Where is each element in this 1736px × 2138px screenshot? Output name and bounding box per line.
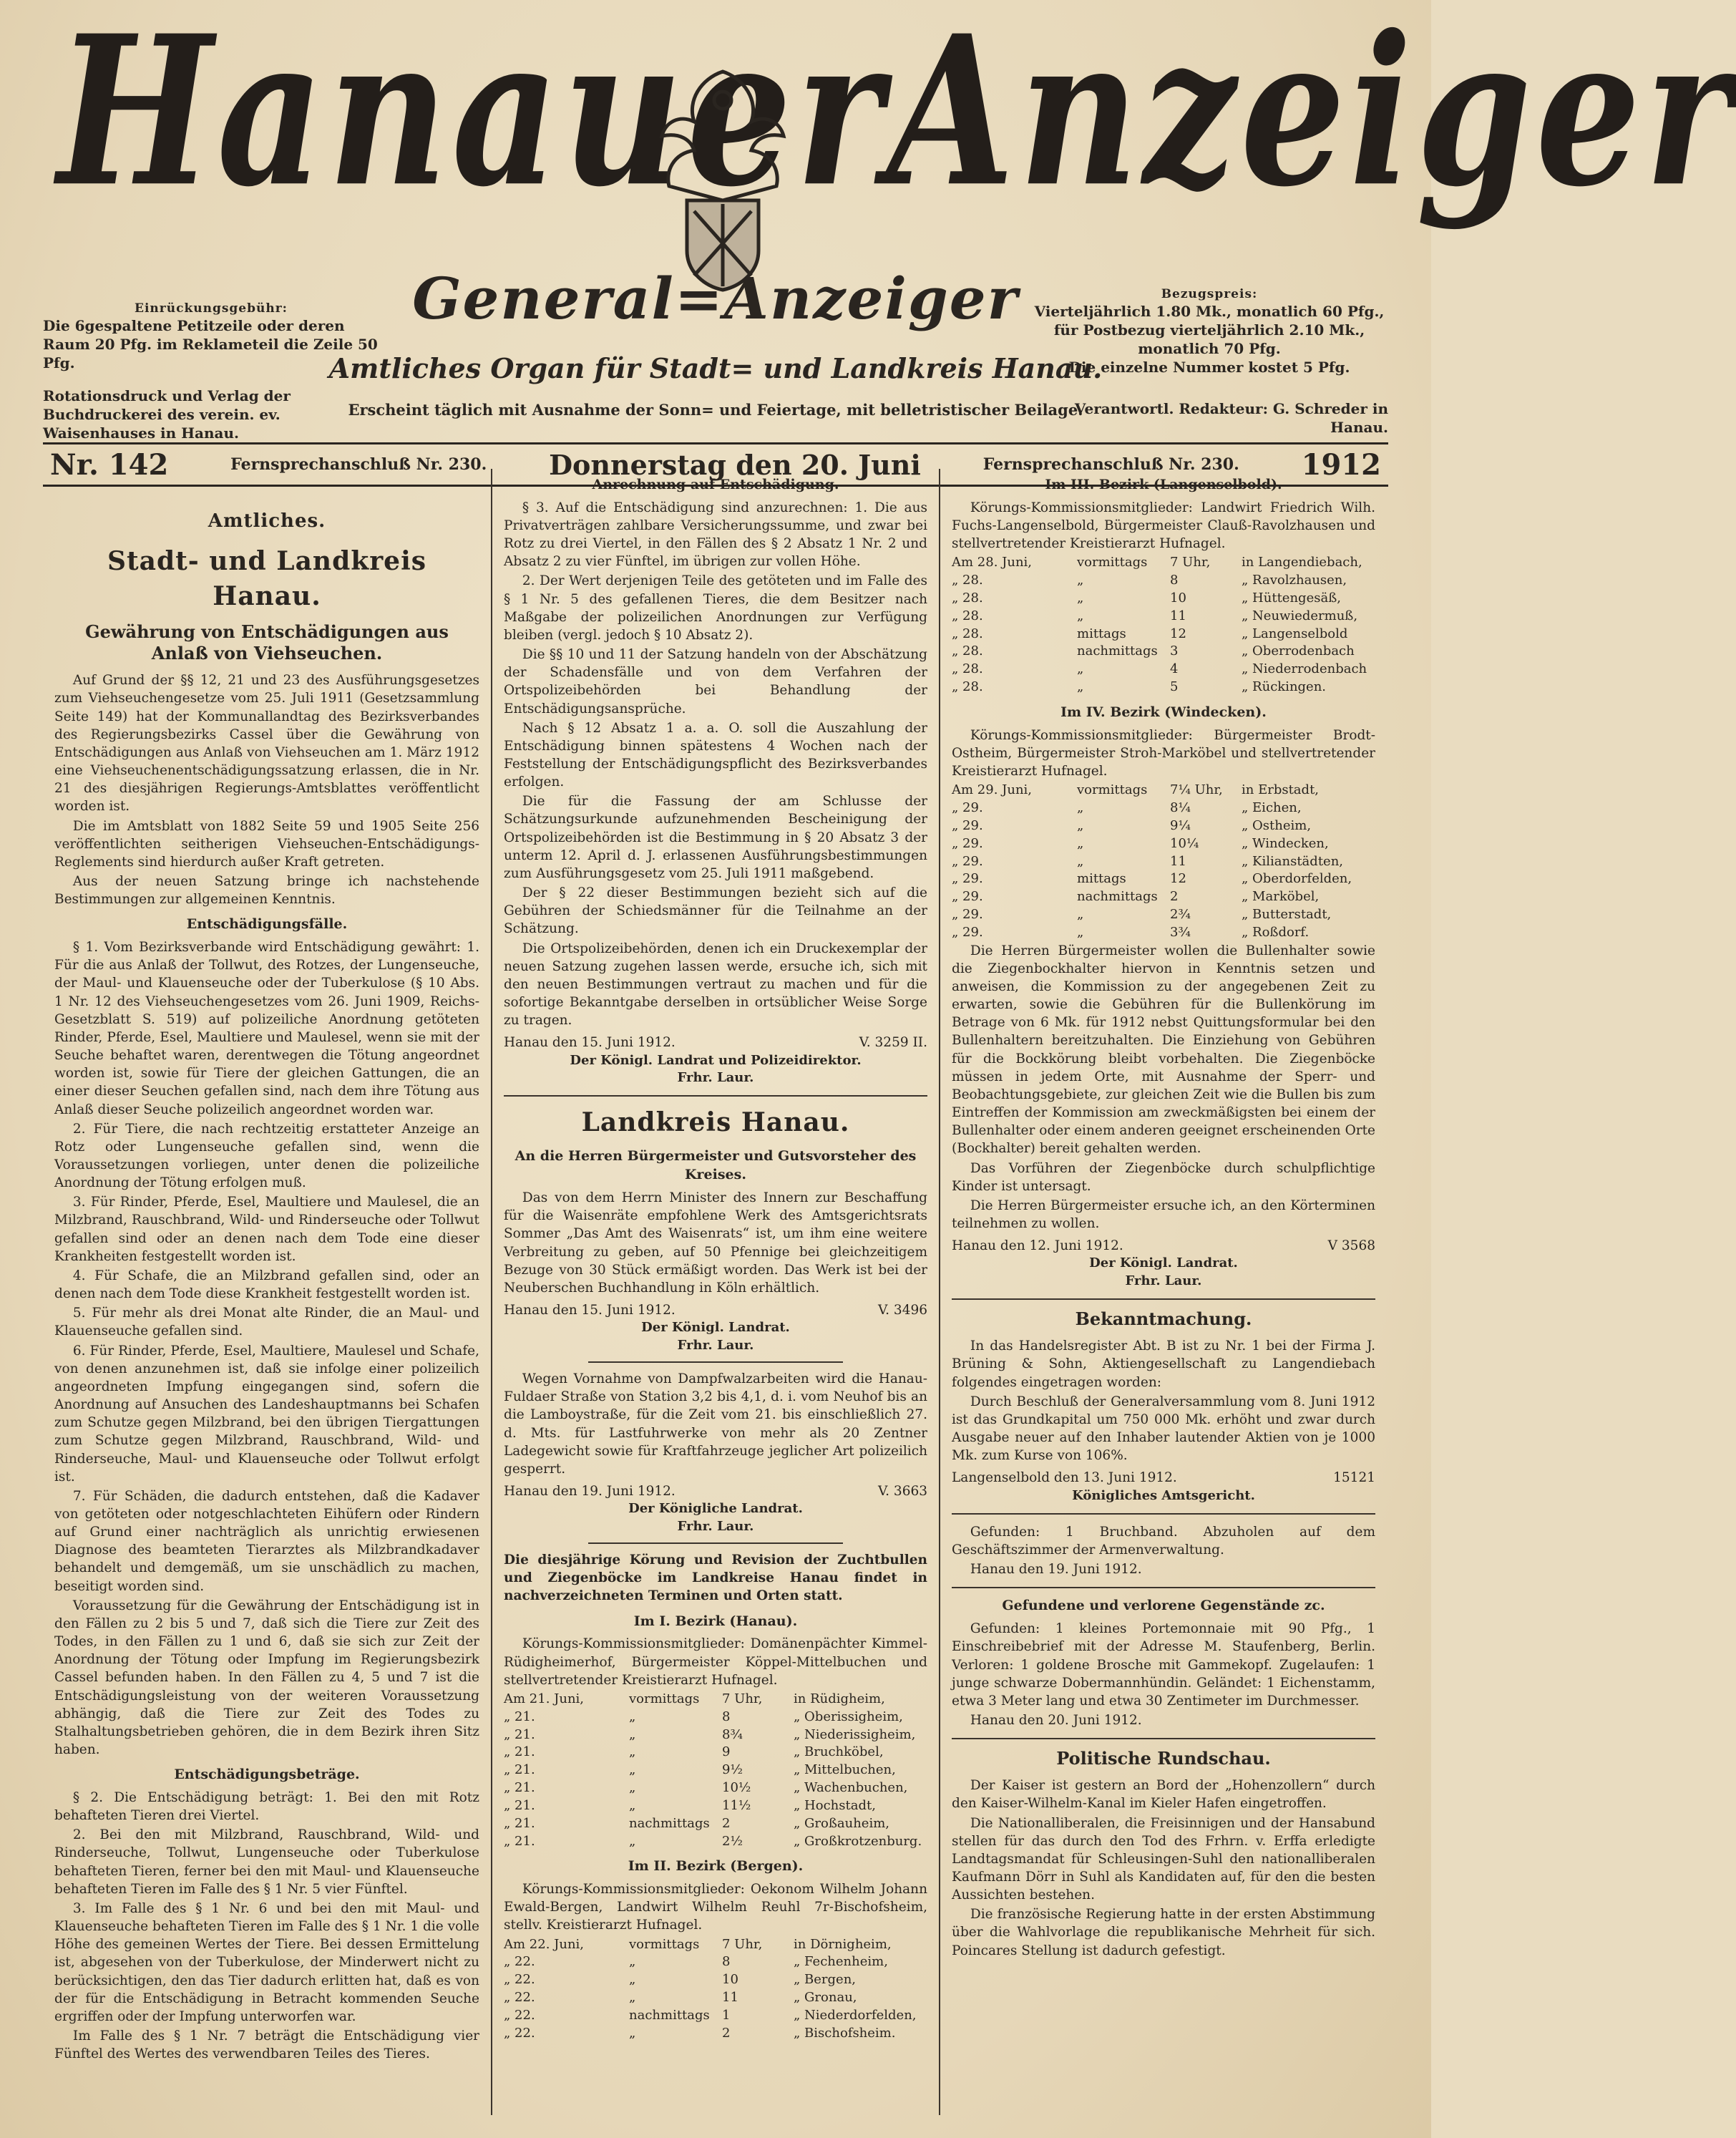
schedule-cell-a: „ 21. — [504, 1762, 535, 1778]
schedule-row — [504, 1726, 927, 1744]
sig-office: Königliches Amtsgericht. — [1072, 1487, 1255, 1503]
schedule-bezirk-3 — [952, 554, 1375, 696]
sig-date: Hanau den 15. Juni 1912. — [504, 1303, 676, 1318]
schedule-cell-d: 3¾ — [1170, 924, 1191, 940]
divider — [504, 1095, 927, 1097]
schedule-cell-a: „ 21. — [504, 1815, 535, 1831]
bezirk-heading: Im III. Bezirk (Langenselbold). — [1045, 477, 1282, 492]
schedule-cell-d: 12 — [1170, 871, 1186, 887]
sig-office: Der Königl. Landrat. — [641, 1320, 790, 1336]
issue-number: Nr. 142 — [50, 447, 169, 482]
schedule-cell-a: „ 28. — [952, 608, 983, 623]
koerung-intro: Die diesjährige Körung und Revision der Zuchtbullen und Ziegenböcke im Landkreise Hanau findet in nachverzeichneten Terminen und Orten statt. — [504, 1553, 927, 1604]
paragraph: Die Nationalliberalen, die Freisinnigen und der Hansabund stellen für das durch den Tod des Frhrn. v. Erffa erledigte Landtagsmandat für Schleusingen-Suhl den nationalliberalen Kaufmann Dörr in Suhl als Kandidaten auf, für den die besten Aussichten bestehen. — [952, 1815, 1375, 1903]
schedule-row — [504, 1691, 927, 1709]
schedule-cell-d: 10 — [1170, 590, 1186, 606]
signature-date-line — [504, 1482, 927, 1500]
paragraph: Die §§ 10 und 11 der Satzung handeln von der Abschätzung der Schadensfälle und von dem Verfahren der Ortspolizeibehörden bei Behandlung der Entschädigungsansprüche. — [504, 647, 927, 716]
paragraph: 7. Für Schäden, die dadurch entstehen, daß die Kadaver von getöteten oder notgeschlachteten Eihüfern oder Rindern auf Grund einer nachträglich als unrichtig erwiesenen Diagnose des beamteten Tierarztes als Milzbrandkadaver behandelt und demgemäß, um sie unschädlich zu machen, beseitigt worden sind. — [54, 1488, 479, 1594]
title-right: Anzeiger — [887, 0, 1736, 233]
sig-number: 15121 — [1333, 1470, 1375, 1486]
schedule-cell-e: „ Neuwiedermuß, — [1242, 608, 1358, 623]
schedule-cell-a: „ 22. — [504, 1990, 535, 2006]
schedule-cell-e: „ Marköbel, — [1242, 889, 1320, 905]
schedule-cell-d: 2½ — [722, 1833, 743, 1849]
issue-year: 1912 — [1301, 447, 1381, 482]
schedule-cell-b: „ — [629, 1762, 636, 1778]
article-columns — [43, 469, 1388, 2115]
paragraph: Körungs-Kommissionsmitglieder: Bürgermeister Brodt-Ostheim, Bürgermeister Stroh-Marköbel und stellvertretender Kreistierarzt Hufnagel. — [952, 727, 1375, 779]
schedule-row — [504, 1971, 927, 1989]
divider — [952, 1513, 1375, 1515]
schedule-cell-e: „ Bergen, — [794, 1972, 857, 1988]
sig-name: Frhr. Laur. — [1125, 1273, 1202, 1288]
schedule-cell-b: nachmittags — [1077, 643, 1158, 659]
schedule-cell-b: „ — [1077, 573, 1084, 588]
schedule-row — [504, 2025, 927, 2043]
paragraph: Wegen Vornahme von Dampfwalzarbeiten wird die Hanau-Fuldaer Straße von Station 3,2 bis 4,1, d. i. vom Neuhof bis an die Lamboystraße, für die Zeit vom 21. bis einschließlich 27. d. Mts. für Lastfuhrwerke von mehr als 20 Zentner Ladegewicht sowie für Kraftfahrzeuge jeglicher Art polizeilich gesperrt. — [504, 1371, 927, 1477]
schedule-cell-d: 5 — [1170, 679, 1179, 695]
schedule-cell-a: „ 22. — [504, 2025, 535, 2041]
sig-number: V. 3496 — [878, 1303, 927, 1318]
paragraph: Im Falle des § 1 Nr. 7 beträgt die Entschädigung vier Fünftel des Wertes des verwendbaren Teiles des Tieres. — [54, 2028, 479, 2062]
schedule-cell-a: „ 21. — [504, 1797, 535, 1813]
schedule-cell-e: „ Mittelbuchen, — [794, 1762, 896, 1778]
schedule-bezirk-2 — [504, 1936, 927, 2043]
heading-gefunden: Gefundene und verlorene Gegenstände zc. — [1002, 1598, 1325, 1614]
paragraph: Die für die Fassung der am Schlusse der Schätzungsurkunde aufzunehmenden Bescheinigung der Ortspolizeibehörden ist die Bestimmung in § 20 Absatz 3 der unterm 12. April d. J. erlassenen Ausführungsbestimmungen zum Ausführungsgesetz vom 25. Juli 1911 maßgebend. — [504, 794, 927, 881]
schedule-row — [504, 1815, 927, 1833]
schedule-cell-a: „ 28. — [952, 573, 983, 588]
schedule-cell-e: „ Eichen, — [1242, 800, 1302, 816]
paragraph: Der § 22 dieser Bestimmungen bezieht sich auf die Gebühren der Schiedsmänner für die Teilnahme an der Schätzung. — [504, 885, 927, 937]
paragraph: Nach § 12 Absatz 1 a. a. O. soll die Auszahlung der Entschädigung binnen spätestens 4 Wochen nach der Feststellung der Entschädigungspflicht des Bezirksverbandes erfolgen. — [504, 720, 927, 790]
title-left: Hanauer — [57, 0, 887, 233]
schedule-cell-b: „ — [1077, 679, 1084, 695]
signature-date-line — [952, 1469, 1375, 1487]
schedule-row — [952, 590, 1375, 608]
schedule-cell-b: mittags — [1077, 871, 1126, 887]
schedule-cell-d: 8¾ — [722, 1726, 743, 1742]
schedule-cell-e: „ Wachenbuchen, — [794, 1780, 908, 1796]
schedule-cell-a: „ 22. — [504, 1954, 535, 1970]
schedule-cell-b: „ — [629, 1726, 636, 1742]
schedule-cell-d: 2 — [1170, 889, 1179, 905]
column-1 — [43, 469, 491, 2115]
bezug-box — [1030, 286, 1388, 376]
column-3 — [939, 469, 1387, 2115]
schedule-cell-d: 9½ — [722, 1762, 743, 1778]
schedule-cell-a: „ 29. — [952, 800, 983, 816]
phone-left: Fernsprechanschluß Nr. 230. — [230, 455, 487, 474]
schedule-cell-a: „ 28. — [952, 679, 983, 695]
schedule-row — [952, 782, 1375, 800]
schedule-row — [952, 661, 1375, 679]
schedule-cell-d: 7 Uhr, — [722, 1691, 763, 1706]
paragraph: Die im Amtsblatt von 1882 Seite 59 und 1905 Seite 256 veröffentlichten seitherigen Viehseuchen-Entschädigungs-Reglements sind hierdurch außer Kraft getreten. — [54, 818, 479, 870]
einrueckung-text: Die 6gespaltene Petitzeile oder deren Raum 20 Pfg. im Reklameteil die Zeile 50 Pfg. — [43, 317, 378, 372]
schedule-row — [504, 1779, 927, 1797]
sig-name: Frhr. Laur. — [677, 1069, 754, 1085]
paragraph: In das Handelsregister Abt. B ist zu Nr. 1 bei der Firma J. Brüning & Sohn, Aktiengesellschaft zu Langendiebach folgendes eingetragen worden: — [952, 1338, 1375, 1390]
schedule-cell-a: „ 29. — [952, 907, 983, 923]
schedule-cell-d: 1 — [722, 2007, 731, 2023]
schedule-cell-e: „ Oberrodenbach — [1242, 643, 1355, 659]
einrueckung-box — [43, 301, 379, 372]
schedule-row — [504, 1936, 927, 1954]
sig-office: Der Königl. Landrat. — [1089, 1255, 1238, 1271]
schedule-cell-e: „ Hochstadt, — [794, 1797, 876, 1813]
schedule-cell-a: „ 29. — [952, 817, 983, 833]
schedule-cell-e: „ Ostheim, — [1242, 817, 1312, 833]
schedule-cell-e: „ Langenselbold — [1242, 626, 1348, 641]
schedule-cell-e: „ Oberissigheim, — [794, 1709, 903, 1724]
paragraph: Die Herren Bürgermeister wollen die Bullenhalter sowie die Ziegenbockhalter hiervon in Kenntnis setzen und anweisen, die Kommission zu der angegebenen Zeit zu erwarten, sowie die Gebühren für die Bullenkörung im Betrage von 6 Mk. für 1912 nebst Quittungsformular bei den Bullenhaltern bereitzuhalten. Die Einziehung von Gebühren für die Bockkörung bleibt vorbehalten. Die Ziegenböcke müssen in jedem Orte, mit Ausnahme der Sperr- und Beobachtungsgebiete, zur gleichen Zeit wie die Bullen bis zum Eintreffen der Kommission am zweckmäßigsten bei einem der Bullenhalter oder einem anderen geeignet erscheinenden Orte (Bockhalter) bereit gehalten werden. — [952, 943, 1375, 1157]
schedule-cell-d: 11 — [1170, 853, 1186, 869]
schedule-cell-d: 7¼ Uhr, — [1170, 782, 1223, 798]
schedule-row — [504, 1989, 927, 2007]
schedule-cell-e: in Erbstadt, — [1242, 782, 1320, 798]
signature-date-line — [504, 1301, 927, 1319]
masthead — [43, 0, 1736, 482]
schedule-cell-e: „ Fechenheim, — [794, 1954, 888, 1970]
schedule-cell-d: 9¼ — [1170, 817, 1191, 833]
signature-date-line — [504, 1034, 927, 1051]
schedule-cell-a: „ 29. — [952, 924, 983, 940]
subheading-anrechnung: Anrechnung auf Entschädigung. — [592, 477, 839, 492]
schedule-cell-b: „ — [1077, 608, 1084, 623]
schedule-bezirk-1 — [504, 1691, 927, 1850]
paragraph: Durch Beschluß der Generalversammlung vom 8. Juni 1912 ist das Grundkapital um 750 000 Mk. erhöht und zwar durch Ausgabe neuer auf den Inhaber lautender Aktien von je 1000 Mk. zum Kurse von 106%. — [952, 1394, 1375, 1464]
schedule-cell-d: 3 — [1170, 643, 1179, 659]
schedule-cell-b: vormittags — [629, 1936, 700, 1952]
schedule-cell-b: „ — [629, 1797, 636, 1813]
schedule-cell-e: „ Rückingen. — [1242, 679, 1327, 695]
schedule-cell-a: „ 29. — [952, 835, 983, 851]
schedule-cell-a: Am 22. Juni, — [504, 1936, 585, 1952]
column-2 — [491, 469, 939, 2115]
single-price: Die einzelne Nummer kostet 5 Pfg. — [1068, 359, 1350, 376]
sig-date: Langenselbold den 13. Juni 1912. — [952, 1470, 1177, 1486]
schedule-row — [504, 2007, 927, 2025]
schedule-cell-b: nachmittags — [1077, 889, 1158, 905]
paragraph: 5. Für mehr als drei Monat alte Rinder, die an Maul- und Klauenseuche gefallen sind. — [54, 1306, 479, 1339]
schedule-cell-d: 11½ — [722, 1797, 751, 1813]
schedule-cell-e: „ Niederrodenbach — [1242, 661, 1367, 677]
schedule-row — [952, 608, 1375, 626]
schedule-cell-a: „ 22. — [504, 1972, 535, 1988]
bezug-heading: Bezugspreis: — [1161, 287, 1258, 301]
paragraph: Körungs-Kommissionsmitglieder: Landwirt Friedrich Wilh. Fuchs-Langenselbold, Bürgermeister Clauß-Ravolzhausen und stellvertretender Kreistierarzt Hufnagel. — [952, 500, 1375, 552]
editor-line: Verantwortl. Redakteur: G. Schreder in Hanau. — [1074, 400, 1388, 436]
heading-bekanntmachung: Bekanntmachung. — [1075, 1308, 1252, 1330]
schedule-cell-e: „ Großauheim, — [794, 1815, 890, 1831]
druck-box: Rotationsdruck und Verlag der Buchdruckerei des verein. ev. Waisenhauses in Hanau. — [43, 387, 291, 442]
schedule-cell-b: „ — [1077, 907, 1084, 923]
paragraph: Gefunden: 1 Bruchband. Abzuholen auf dem Geschäftszimmer der Armenverwaltung. — [952, 1524, 1375, 1558]
schedule-cell-d: 9 — [722, 1744, 731, 1760]
phone-right: Fernsprechanschluß Nr. 230. — [982, 455, 1239, 474]
schedule-cell-a: „ 28. — [952, 590, 983, 606]
schedule-cell-d: 8 — [722, 1954, 731, 1970]
sig-number: V 3568 — [1327, 1238, 1375, 1254]
schedule-cell-b: „ — [629, 1972, 636, 1988]
schedule-row — [952, 906, 1375, 924]
heading-landkreis: Landkreis Hanau. — [581, 1107, 850, 1138]
schedule-row — [952, 870, 1375, 888]
paragraph: Aus der neuen Satzung bringe ich nachstehende Bestimmungen zur allgemeinen Kenntnis. — [54, 873, 479, 908]
sig-number: V. 3259 II. — [859, 1035, 927, 1051]
schedule-cell-a: Am 29. Juni, — [952, 782, 1033, 798]
schedule-cell-d: 10¼ — [1170, 835, 1199, 851]
divider — [588, 1361, 842, 1363]
schedule-cell-d: 11 — [1170, 608, 1186, 623]
bezirk-heading: Im IV. Bezirk (Windecken). — [1060, 704, 1267, 720]
schedule-row — [952, 679, 1375, 696]
schedule-cell-b: nachmittags — [629, 1815, 710, 1831]
crest-icon — [637, 57, 809, 293]
schedule-cell-a: Am 28. Juni, — [952, 555, 1033, 570]
schedule-row — [504, 1709, 927, 1726]
schedule-cell-d: 7 Uhr, — [722, 1936, 763, 1952]
bezirk-heading: Im I. Bezirk (Hanau). — [633, 1613, 798, 1629]
schedule-cell-b: „ — [629, 1744, 636, 1760]
paragraph: 3. Im Falle des § 1 Nr. 6 und bei den mit Maul- und Klauenseuche behafteten Tieren im Falle des § 1 Nr. 1 die volle Höhe des gemeinen Wertes der Tiere. Bei dessen Ermittelung ist, abgesehen von der Tuberkulose, der Minderwert nicht zu berücksichtigen, den das Tier dadurch erlitten hat, daß es von der für die Entschädigung in Betracht kommenden Seuche ergriffen oder der Impfung unterworfen war. — [54, 1900, 479, 2024]
schedule-cell-d: 7 Uhr, — [1170, 555, 1211, 570]
schedule-cell-b: vormittags — [629, 1691, 700, 1706]
sig-date: Hanau den 15. Juni 1912. — [504, 1035, 676, 1051]
schedule-cell-a: „ 28. — [952, 643, 983, 659]
schedule-cell-d: 8 — [1170, 573, 1179, 588]
paragraph: Der Kaiser ist gestern an Bord der „Hohenzollern“ durch den Kaiser-Wilhelm-Kanal im Kieler Hafen eingetroffen. — [952, 1778, 1375, 1812]
sig-date: Hanau den 19. Juni 1912. — [504, 1484, 676, 1500]
address-line: An die Herren Bürgermeister und Gutsvorsteher des Kreises. — [515, 1148, 917, 1183]
paragraph: Gefunden: 1 kleines Portemonnaie mit 90 Pfg., 1 Einschreibebrief mit der Adresse M. Staufenberg, Berlin. Verloren: 1 goldene Brosche mit Gammekopf. Zugelaufen: 1 junge schwarze Dobermannhündin. Geländet: 1 Eichenstamm, etwa 3 Meter lang und etwa 30 Zentimeter im Durchmesser. — [952, 1621, 1375, 1709]
paragraph: § 2. Die Entschädigung beträgt: 1. Bei den mit Rotz behafteten Tieren drei Viertel. — [54, 1789, 479, 1824]
heading-politik: Politische Rundschau. — [1056, 1748, 1271, 1769]
bezirk-heading: Im II. Bezirk (Bergen). — [628, 1858, 804, 1875]
paragraph-date: Hanau den 19. Juni 1912. — [970, 1562, 1142, 1578]
schedule-row — [952, 626, 1375, 643]
paragraph: 4. Für Schafe, die an Milzbrand gefallen sind, oder an denen nach dem Tode diese Krankheit festgestellt worden ist. — [54, 1268, 479, 1302]
divider — [952, 1738, 1375, 1739]
paragraph: 2. Für Tiere, die nach rechtzeitig erstatteter Anzeige an Rotz oder Lungenseuche gefallen sind, wenn die Voraussetzungen vorliegen, unter denen die polizeiliche Anordnung der Tötung erfolgen muß. — [54, 1121, 479, 1191]
paragraph: 2. Der Wert derjenigen Teile des getöteten und im Falle des § 1 Nr. 5 des gefallenen Tieres, die dem Besitzer nach Maßgabe der polizeilichen Anordnungen zur Verfügung bleiben (vergl. jedoch § 10 Absatz 2). — [504, 573, 927, 643]
schedule-cell-a: „ 21. — [504, 1780, 535, 1796]
schedule-cell-b: „ — [1077, 853, 1084, 869]
schedule-row — [504, 1762, 927, 1779]
schedule-cell-d: 2 — [722, 1815, 731, 1831]
schedule-cell-b: „ — [1077, 661, 1084, 677]
schedule-cell-d: 2 — [722, 2025, 731, 2041]
schedule-row — [952, 800, 1375, 817]
einrueckung-heading: Einrückungsgebühr: — [135, 301, 288, 316]
schedule-cell-d: 12 — [1170, 626, 1186, 641]
schedule-cell-e: „ Bruchköbel, — [794, 1744, 884, 1760]
schedule-row — [952, 835, 1375, 853]
schedule-row — [504, 1744, 927, 1762]
sig-number: V. 3663 — [878, 1484, 927, 1500]
schedule-cell-b: vormittags — [1077, 782, 1148, 798]
schedule-cell-b: „ — [1077, 924, 1084, 940]
paragraph: § 3. Auf die Entschädigung sind anzurechnen: 1. Die aus Privatverträgen zahlbare Versicherungssumme, und zwar bei Rotz zu drei Viertel, in den Fällen des § 2 Absatz 1 Nr. 2 und Absatz 2 zu vier Fünftel, im übrigen zur vollen Höhe. — [504, 500, 927, 570]
schedule-cell-a: „ 28. — [952, 626, 983, 641]
schedule-cell-b: „ — [1077, 800, 1084, 816]
schedule-cell-a: „ 29. — [952, 871, 983, 887]
schedule-cell-e: „ Niederissigheim, — [794, 1726, 916, 1742]
signature-date-line — [952, 1237, 1375, 1255]
schedule-cell-b: mittags — [1077, 626, 1126, 641]
schedule-row — [952, 643, 1375, 661]
schedule-cell-a: „ 21. — [504, 1726, 535, 1742]
schedule-cell-a: „ 21. — [504, 1744, 535, 1760]
schedule-row — [952, 888, 1375, 906]
sig-date: Hanau den 12. Juni 1912. — [952, 1238, 1123, 1254]
paragraph: Auf Grund der §§ 12, 21 und 23 des Ausführungsgesetzes zum Viehseuchengesetze vom 25. Juli 1911 (Gesetzsammlung Seite 149) hat der Kommunallandtag des Bezirksverbandes des Regierungsbezirks Cassel über die Gewährung von Entschädigungen aus Anlaß von Viehseuchen am 1. März 1912 eine Viehseuchenentschädigungssatzung erlassen, die in Nr. 21 des diesjährigen Regierungs-Amtsblattes veröffentlicht worden ist. — [54, 673, 479, 815]
schedule-row — [952, 572, 1375, 590]
schedule-cell-d: 8 — [722, 1709, 731, 1724]
organ-line: Amtliches Organ für Stadt= und Landkreis Hanau. — [328, 352, 1103, 384]
schedule-row — [504, 1833, 927, 1851]
schedule-cell-b: „ — [629, 2025, 636, 2041]
schedule-row — [504, 1797, 927, 1815]
paragraph: 6. Für Rinder, Pferde, Esel, Maultiere, Maulesel und Schafe, von denen anzunehmen ist, daß sie infolge einer polizeilich angeordneten Impfung eingegangen sind, sofern die Anordnung auf Ansuchen des Landeshauptmanns bei Schafen zum Schutze gegen Milzbrand, bei den übrigen Tiergattungen zum Schutze gegen Milzbrand, Rauschbrand, Wild- und Rinderseuche, Maul- und Klauenseuche oder Tollwut erfolgt ist. — [54, 1343, 479, 1485]
schedule-row — [952, 554, 1375, 572]
subtitle: General=Anzeiger — [412, 265, 1019, 332]
divider — [952, 1298, 1375, 1300]
schedule-cell-b: nachmittags — [629, 2007, 710, 2023]
schedule-cell-a: „ 28. — [952, 661, 983, 677]
paragraph: Das von dem Herrn Minister des Innern zur Beschaffung für die Waisenräte empfohlene Werk des Amtsgerichtsrats Sommer „Das Amt des Waisenrats“ ist, um ihm eine weitere Verbreitung zu geben, auf 50 Pfennige bei gleichzeitigem Bezuge von 30 Stück ermäßigt worden. Das Werk ist bei der Neuberschen Buchhandlung in Köln erhältlich. — [504, 1190, 927, 1296]
schedule-cell-b: „ — [629, 1780, 636, 1796]
paragraph: 2. Bei den mit Milzbrand, Rauschbrand, Wild- und Rinderseuche, Tollwut, Lungenseuche oder Tuberkulose behafteten Tieren, ferner bei den mit Maul- und Klauenseuche behafteten Tieren im Falle des § 1 Nr. 5 vier Fünftel. — [54, 1827, 479, 1897]
schedule-cell-a: „ 21. — [504, 1709, 535, 1724]
paragraph: Körungs-Kommissionsmitglieder: Oekonom Wilhelm Johann Ewald-Bergen, Landwirt Wilhelm Reuhl 7r-Bischofsheim, stellv. Kreistierarzt Hufnagel. — [504, 1882, 927, 1933]
paragraph: Die Ortspolizeibehörden, denen ich ein Druckexemplar der neuen Satzung zugehen lassen werde, ersuche ich, sich mit den neuen Bestimmungen vertraut zu machen und für die sofortige Bekanntgabe derselben in ortsüblicher Weise Sorge zu tragen. — [504, 941, 927, 1029]
schedule-cell-e: „ Kilianstädten, — [1242, 853, 1344, 869]
schedule-cell-b: vormittags — [1077, 555, 1148, 570]
schedule-cell-a: „ 29. — [952, 889, 983, 905]
schedule-cell-e: in Dörnigheim, — [794, 1936, 892, 1952]
section-amtliches: Amtliches. — [208, 510, 326, 532]
schedule-cell-d: 11 — [722, 1990, 738, 2006]
paragraph: 3. Für Rinder, Pferde, Esel, Maultiere und Maulesel, die an Milzbrand, Rauschbrand, Wild- und Rinderseuche oder Tollwut gefallen sind oder an denen nach dem Tode eine dieser Krankheiten festgestellt worden ist. — [54, 1195, 479, 1264]
schedule-cell-e: „ Bischofsheim. — [794, 2025, 896, 2041]
schedule-cell-e: „ Oberdorfelden, — [1242, 871, 1352, 887]
paragraph: § 1. Vom Bezirksverbande wird Entschädigung gewährt: 1. Für die aus Anlaß der Tollwut, des Rotzes, der Lungenseuche, der Maul- und Klauenseuche oder der Tuberkulose (§ 10 Abs. 1 Nr. 12 des Viehseuchengesetzes vom 26. Juni 1909, Reichs-Gesetzblatt S. 519) auf polizeiliche Anordnung getöteten Rinder, Pferde, Esel, Maultiere und Maulesel, wenn sie mit der Seuche behaftet waren, derentwegen die Tötung angeordnet worden ist, sowie für Tiere der gleichen Gattungen, die an einer dieser Seuchen gefallen sind, nach dem ihre Tötung aus Anlaß dieser Seuche polizeilich angeordnet worden war. — [54, 940, 479, 1117]
schedule-cell-b: „ — [1077, 590, 1084, 606]
sig-name: Frhr. Laur. — [677, 1337, 754, 1353]
schedule-cell-a: „ 21. — [504, 1833, 535, 1849]
schedule-cell-a: „ 22. — [504, 2007, 535, 2023]
schedule-cell-e: „ Windecken, — [1242, 835, 1329, 851]
publication-note: Erscheint täglich mit Ausnahme der Sonn= und Feiertage, mit belletristischer Beilage. — [348, 401, 1083, 419]
schedule-cell-a: Am 21. Juni, — [504, 1691, 585, 1706]
divider — [588, 1542, 842, 1544]
sig-office: Der Königl. Landrat und Polizeidirektor. — [570, 1052, 862, 1068]
subheading-faelle: Entschädigungsfälle. — [186, 916, 348, 933]
paragraph: Die französische Regierung hatte in der ersten Abstimmung über die Wahlvorlage die republikanische Mehrheit für sich. Poincares Stellung ist dadurch gefestigt. — [952, 1907, 1375, 1958]
paragraph: Voraussetzung für die Gewährung der Entschädigung ist in den Fällen zu 2 bis 5 und 7, daß sich die Tiere zur Zeit des Todes, in den Fällen zu 1 und 6, daß sie sich zur Zeit der Anordnung der Tötung oder Impfung im Regierungsbezirk Cassel befunden haben. In den Fällen zu 4, 5 und 7 ist die Entschädigungsleistung von der weiteren Voraussetzung abhängig, daß die Tiere zur Zeit des Todes zu Stalhaltungsbetrieben gehören, die in dem Bezirk ihren Sitz haben. — [54, 1598, 479, 1757]
divider — [952, 1587, 1375, 1588]
schedule-cell-b: „ — [1077, 835, 1084, 851]
schedule-cell-e: in Rüdigheim, — [794, 1691, 885, 1706]
schedule-cell-b: „ — [629, 1709, 636, 1724]
schedule-row — [952, 817, 1375, 835]
schedule-cell-b: „ — [1077, 817, 1084, 833]
schedule-cell-e: „ Ravolzhausen, — [1242, 573, 1347, 588]
schedule-cell-e: „ Niederdorfelden, — [794, 2007, 917, 2023]
schedule-cell-e: „ Butterstadt, — [1242, 907, 1332, 923]
schedule-cell-e: in Langendiebach, — [1242, 555, 1362, 570]
schedule-cell-b: „ — [629, 1990, 636, 2006]
paragraph: Das Vorführen der Ziegenböcke durch schulpflichtige Kinder ist untersagt. — [952, 1160, 1375, 1194]
bezug-text: Vierteljährlich 1.80 Mk., monatlich 60 Pfg., für Postbezug vierteljährlich 2.10 Mk., monatlich 70 Pfg. — [1034, 303, 1385, 358]
paragraph: Die Herren Bürgermeister ersuche ich, an den Körterminen teilnehmen zu wollen. — [952, 1197, 1375, 1232]
schedule-cell-d: 8¼ — [1170, 800, 1191, 816]
paragraph: Körungs-Kommissionsmitglieder: Domänenpächter Kimmel-Rüdigheimerhof, Bürgermeister Köppel-Mittelbuchen und stellvertretender Kreistierarzt Hufnagel. — [504, 1636, 927, 1688]
schedule-cell-a: „ 29. — [952, 853, 983, 869]
paragraph-date: Hanau den 20. Juni 1912. — [970, 1713, 1142, 1729]
schedule-cell-e: „ Hüttengesäß, — [1242, 590, 1341, 606]
sig-office: Der Königliche Landrat. — [628, 1501, 803, 1517]
schedule-cell-e: „ Großkrotzenburg. — [794, 1833, 922, 1849]
schedule-row — [504, 1953, 927, 1971]
heading-stadt-landkreis: Stadt- und Landkreis Hanau. — [107, 546, 427, 612]
schedule-cell-d: 10 — [722, 1972, 738, 1988]
issue-date: Donnerstag den 20. Juni — [549, 448, 921, 481]
schedule-cell-d: 4 — [1170, 661, 1179, 677]
schedule-cell-d: 2¾ — [1170, 907, 1191, 923]
schedule-cell-e: „ Roßdorf. — [1242, 924, 1310, 940]
schedule-bezirk-4 — [952, 782, 1375, 941]
schedule-cell-d: 10½ — [722, 1780, 751, 1796]
sig-name: Frhr. Laur. — [677, 1518, 754, 1534]
schedule-cell-b: „ — [629, 1954, 636, 1970]
article-headline: Gewährung von Entschädigungen aus Anlaß von Viehseuchen. — [85, 621, 449, 664]
schedule-row — [952, 924, 1375, 942]
schedule-cell-b: „ — [629, 1833, 636, 1849]
schedule-row — [952, 853, 1375, 871]
subheading-betraege: Entschädigungsbeträge. — [174, 1767, 360, 1783]
schedule-cell-e: „ Gronau, — [794, 1990, 857, 2006]
